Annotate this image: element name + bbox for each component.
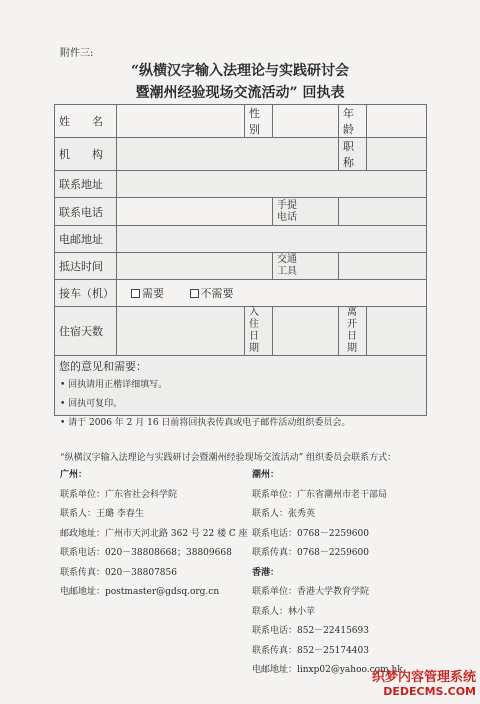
transport-label: [273, 253, 339, 280]
mobile-label-line1: 手提: [277, 199, 297, 211]
note-item: • 回执可复印。: [60, 399, 123, 409]
nights-label: 住宿天数: [55, 307, 117, 356]
age-field[interactable]: [367, 105, 427, 138]
pickup-label: 接车（机）: [55, 280, 117, 307]
guangzhou-phone: 联系电话：020－38808668；38809668: [60, 548, 232, 558]
address-label: 联系地址: [55, 171, 117, 198]
note-item: • 回执请用正楷详细填写。: [60, 380, 168, 390]
nights-field[interactable]: [117, 307, 245, 356]
form-title-line1: “纵横汉字输入法理论与实践研讨会: [130, 63, 350, 79]
arrival-label: 抵达时间: [55, 253, 117, 280]
notes-list: [60, 376, 350, 433]
guangzhou-fax: 联系传真：020－38807856: [60, 567, 177, 578]
chaozhou-phone: 联系电话：0768－2259600: [252, 528, 369, 539]
gender-label: 性别: [245, 105, 273, 138]
need-option[interactable]: [131, 287, 164, 300]
arrival-field[interactable]: [117, 253, 273, 280]
watermark-line1: 织梦内容管理系统: [371, 670, 476, 685]
checkin-label-line1: 入住: [249, 307, 259, 330]
checkbox-icon: [131, 289, 140, 298]
not-need-label: 不需要: [200, 287, 234, 300]
transport-label-line2: 工具: [277, 266, 297, 277]
position-label: 职称: [339, 138, 367, 171]
chaozhou-heading: 潮州：: [252, 470, 280, 480]
checkout-label: [339, 307, 367, 356]
mobile-field[interactable]: [339, 198, 427, 226]
chaozhou-fax: 联系传真：0768－2259600: [252, 548, 369, 558]
phone-field[interactable]: [117, 198, 273, 226]
hongkong-heading: 香港：: [252, 567, 280, 578]
email-field[interactable]: [117, 226, 427, 253]
institution-field[interactable]: [117, 138, 339, 171]
name-label: 姓 名: [55, 105, 117, 138]
pickup-options: [117, 280, 427, 307]
email-label: 电邮地址: [55, 226, 117, 253]
position-field[interactable]: [367, 138, 427, 171]
institution-label: 机 构: [55, 138, 117, 171]
guangzhou-contacts: [60, 466, 248, 603]
need-label: 需要: [142, 287, 164, 300]
phone-label: 联系电话: [55, 198, 117, 226]
transport-label-line1: 交通: [277, 254, 297, 265]
mobile-label-line2: 电话: [277, 211, 297, 223]
chaozhou-unit: 联系单位：广东省潮州市老干部局: [252, 489, 388, 500]
watermark: [372, 666, 476, 698]
checkbox-icon: [190, 289, 199, 298]
transport-field[interactable]: [339, 253, 427, 280]
hongkong-email: 电邮地址：linxp02@yahoo.com.hk: [252, 665, 403, 675]
hongkong-phone: 联系电话：852－22415693: [252, 626, 369, 636]
guangzhou-heading: 广州：: [60, 470, 88, 480]
contacts-title: “纵横汉字输入法理论与实践研讨会暨潮州经验现场交流活动” 组织委员会联系方式：: [60, 453, 397, 463]
checkout-label-line2: 日期: [347, 331, 357, 354]
gender-field[interactable]: [273, 105, 339, 138]
checkout-field[interactable]: [367, 307, 427, 356]
hongkong-fax: 联系传真：852－25174403: [252, 645, 369, 656]
address-field[interactable]: [117, 171, 427, 198]
guangzhou-unit: 联系单位：广东省社会科学院: [60, 489, 178, 500]
form-title-line2: 暨潮州经验现场交流活动” 回执表: [135, 85, 345, 101]
hongkong-unit: 联系单位：香港大学教育学院: [252, 587, 370, 597]
name-field[interactable]: [117, 105, 245, 138]
watermark-line2: DEDECMS.COM: [383, 685, 476, 698]
comments-label: 您的意见和需要：: [59, 360, 147, 373]
not-need-option[interactable]: [190, 287, 234, 300]
note-item: • 请于 2006 年 2 月 16 日前将回执表传真或电子邮件活动组织委员会。: [60, 418, 351, 428]
chaozhou-person: 联系人：张秀英: [252, 509, 316, 519]
hongkong-person: 联系人：林小苹: [252, 606, 316, 617]
attachment-label: 附件三:: [60, 48, 94, 59]
age-label: 年龄: [339, 105, 367, 138]
registration-form-table: [54, 104, 427, 416]
chaozhou-hongkong-contacts: [252, 466, 403, 681]
checkout-label-line1: 离开: [347, 307, 357, 330]
checkin-field[interactable]: [273, 307, 339, 356]
guangzhou-person: 联系人：王璐 李春生: [60, 509, 144, 519]
guangzhou-postal: 邮政地址：广州市天河北路 362 号 22 楼 C 座: [60, 528, 248, 539]
checkin-label: [245, 307, 273, 356]
checkin-label-line2: 日期: [249, 331, 259, 354]
mobile-label: [273, 198, 339, 226]
guangzhou-email: 电邮地址：postmaster@gdsq.org.cn: [60, 587, 220, 597]
